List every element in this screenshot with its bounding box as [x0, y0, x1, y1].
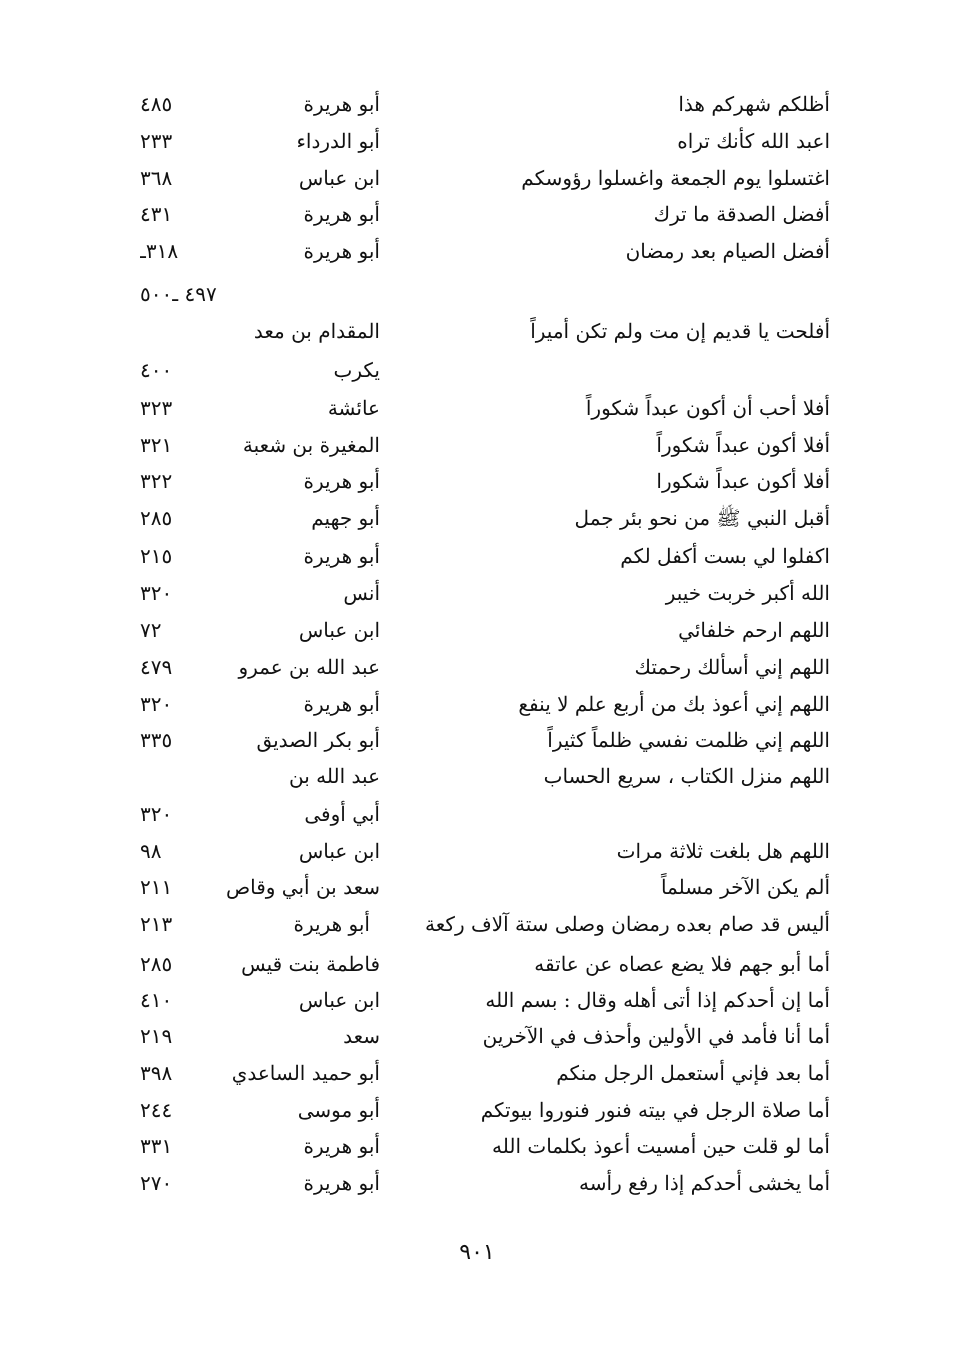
index-row: [140, 796, 830, 832]
hadith-text: اللهم منزل الكتاب ، سريع الحساب: [543, 764, 830, 788]
page-ref-value: ٤٧٩: [140, 655, 173, 679]
hadith-text: أظلكم شهركم هذا: [678, 92, 830, 116]
hadith-text: أليس قد صام بعده رمضان وصلى ستة آلاف ركعة: [425, 912, 830, 936]
hadith-text: اللهم إني أعوذ بك من أربع علم لا ينفع: [518, 692, 830, 716]
page-ref-value: ٣١٨ـ: [140, 239, 179, 263]
page-ref: [140, 276, 260, 312]
page-ref-value: ٣٢٠: [140, 581, 173, 605]
narrator: فاطمة بنت قيس: [241, 952, 380, 976]
index-row: [140, 1165, 830, 1201]
page-ref: [140, 982, 230, 1018]
index-row: [140, 982, 830, 1018]
hadith-text: الله أكبر خربت خيبر: [665, 581, 830, 605]
hadith-text: اكفلوا لي بست أكفل لكم: [620, 544, 830, 568]
index-row: [140, 575, 830, 611]
hadith-text: اعبد الله كأنك تراه: [677, 129, 830, 153]
hadith-text: اللهم إني أسألك رحمتك: [634, 655, 830, 679]
page-ref: [140, 196, 230, 232]
page-ref: [140, 463, 230, 499]
page-ref: [140, 869, 230, 905]
hadith-text: أفلا أكون عبداً شكوراً: [656, 433, 830, 457]
narrator: سعد: [343, 1024, 380, 1048]
hadith-text: أما صلاة الرجل في بيته فنور فنوروا بيوتكم: [480, 1098, 830, 1122]
narrator: عائشة: [327, 396, 380, 420]
page-ref: [140, 1018, 230, 1054]
narrator: المقدام بن معد: [253, 319, 380, 343]
index-row: [140, 1128, 830, 1164]
index-row: [140, 500, 830, 536]
page-ref-value: ٣٦٨: [140, 166, 173, 190]
hadith-text: اللهم ارحم خلفائي: [678, 618, 830, 642]
page-ref: [140, 390, 230, 426]
narrator: عبد الله بن: [289, 764, 380, 788]
page-ref: [140, 1128, 230, 1164]
hadith-text: اللهم هل بلغت ثلاثة مرات: [616, 839, 830, 863]
page-ref: [140, 86, 230, 122]
narrator: أبو هريرة: [293, 912, 370, 936]
page-number: ٩٠١: [459, 1240, 495, 1265]
index-row: [140, 233, 830, 269]
index-row: [140, 463, 830, 499]
hadith-text: اغتسلوا يوم الجمعة واغسلوا رؤوسكم: [521, 166, 830, 190]
page-ref-value: ٢١٥: [140, 544, 173, 568]
hadith-text: اللهم إني ظلمت نفسي ظلماً كثيراً: [547, 728, 830, 752]
narrator: ابن عباس: [298, 166, 380, 190]
hadith-text: أما أنا فأمد في الأولين وأحذف في الآخرين: [482, 1024, 830, 1048]
narrator: أبو موسى: [297, 1098, 380, 1122]
index-row: [140, 722, 830, 758]
page-ref-value: ٤٠٠: [140, 358, 173, 382]
page-ref: [140, 575, 230, 611]
page-ref-value: ٧٢: [140, 618, 162, 642]
index-row: [140, 276, 830, 312]
index-row: [140, 390, 830, 426]
page-ref: [140, 686, 230, 722]
index-row: [140, 1018, 830, 1054]
narrator: أبو بكر الصديق: [256, 728, 380, 752]
page-ref: [140, 123, 230, 159]
page-ref: [140, 612, 230, 648]
page-ref: [140, 758, 230, 794]
page-ref-value: ٣٩٨: [140, 1061, 173, 1085]
index-row: [140, 758, 830, 794]
page-ref-value: ٢١٣: [140, 912, 173, 936]
narrator: أبو هريرة: [303, 202, 380, 226]
page-ref: [140, 1055, 230, 1091]
page-ref: [140, 233, 230, 269]
index-row: [140, 196, 830, 232]
page-ref-value: ٢١٩: [140, 1024, 173, 1048]
page-ref: [140, 946, 230, 982]
page-ref-value: ٣٣١: [140, 1134, 173, 1158]
index-row: [140, 352, 830, 388]
page-ref: [140, 722, 230, 758]
narrator: ابن عباس: [298, 988, 380, 1012]
hadith-text: أما يخشى أحدكم إذا رفع رأسه: [579, 1171, 830, 1195]
page-ref-value: ٤١٠: [140, 988, 173, 1012]
narrator: أبو الدرداء: [296, 129, 380, 153]
narrator: أبو جهيم: [311, 506, 380, 530]
index-row: [140, 427, 830, 463]
page-ref-value: ٣٢٢: [140, 469, 173, 493]
hadith-text: أقبل النبي ﷺ من نحو بئر جمل: [574, 506, 830, 530]
page-ref-value: ٢١١: [140, 875, 173, 899]
page-ref-value: ٤٩٧ ـ٥٠٠: [140, 282, 217, 306]
narrator: يكرب: [333, 358, 380, 382]
hadith-text: أما أبو جهم فلا يضع عصاه عن عاتقه: [534, 952, 830, 976]
narrator: أبو حميد الساعدي: [231, 1061, 380, 1085]
page-ref-value: ٣٢١: [140, 433, 173, 457]
page-ref-value: ٢٧٠: [140, 1171, 173, 1195]
index-row: [140, 1055, 830, 1091]
page-ref-value: ٣٣٥: [140, 728, 173, 752]
page-ref: [140, 500, 230, 536]
index-row: [140, 313, 830, 349]
index-row: [140, 86, 830, 122]
page-ref: [140, 1092, 230, 1128]
page-ref: [140, 796, 230, 832]
page-ref: [140, 649, 230, 685]
narrator: أبو هريرة: [303, 1134, 380, 1158]
narrator: أبو هريرة: [303, 1171, 380, 1195]
index-row: [140, 612, 830, 648]
index-row: [140, 1092, 830, 1128]
hadith-text: أفضل الصدقة ما ترك: [653, 202, 830, 226]
index-row: [140, 906, 830, 942]
page-ref-value: ٢٨٥: [140, 506, 173, 530]
page-ref-value: ٢٨٥: [140, 952, 173, 976]
page-ref: [140, 1165, 230, 1201]
page-ref-value: ٣٢٠: [140, 802, 173, 826]
hadith-text: أما بعد فإني أستعمل الرجل منكم: [556, 1061, 830, 1085]
narrator: أبو هريرة: [303, 692, 380, 716]
narrator: أبي أوفى: [304, 802, 380, 826]
hadith-text: أفلا أكون عبداً شكورا: [656, 469, 830, 493]
page-ref-value: ٢٣٣: [140, 129, 173, 153]
narrator: المغيرة بن شعبة: [242, 433, 380, 457]
page-ref: [140, 160, 230, 196]
page-ref-value: ٤٣١: [140, 202, 173, 226]
hadith-text: أفلحت يا قديم إن مت ولم تكن أميراً: [530, 319, 830, 343]
index-row: [140, 946, 830, 982]
index-row: [140, 649, 830, 685]
narrator: أنس: [343, 581, 380, 605]
page-ref-value: ٩٨: [140, 839, 162, 863]
page-ref: [140, 352, 230, 388]
index-row: [140, 833, 830, 869]
index-row: [140, 160, 830, 196]
page-ref-value: ٢٤٤: [140, 1098, 173, 1122]
narrator: ابن عباس: [298, 618, 380, 642]
page-ref: [140, 538, 230, 574]
index-row: [140, 869, 830, 905]
index-row: [140, 538, 830, 574]
page-ref-value: ٣٢٠: [140, 692, 173, 716]
narrator: أبو هريرة: [303, 239, 380, 263]
narrator: ابن عباس: [298, 839, 380, 863]
hadith-text: أما إن أحدكم إذا أتى أهله وقال : بسم الله: [485, 988, 830, 1012]
page-ref-value: ٣٢٣: [140, 396, 173, 420]
hadith-text: أفلا أحب أن أكون عبداً شكوراً: [585, 396, 830, 420]
narrator: أبو هريرة: [303, 544, 380, 568]
index-row: [140, 123, 830, 159]
narrator: سعد بن أبي وقاص: [225, 875, 380, 899]
hadith-text: أما لو قلت حين أمسيت أعوذ بكلمات الله: [492, 1134, 830, 1158]
index-row: [140, 686, 830, 722]
page-ref: [140, 833, 230, 869]
page-ref: [140, 427, 230, 463]
hadith-text: ألم يكن الآخر مسلماً: [660, 875, 830, 899]
narrator: عبد الله بن عمرو: [238, 655, 380, 679]
narrator: أبو هريرة: [303, 469, 380, 493]
hadith-text: أفضل الصيام بعد رمضان: [625, 239, 830, 263]
page-ref: [140, 906, 230, 942]
page-ref-value: ٤٨٥: [140, 92, 173, 116]
page-ref: [140, 313, 230, 349]
narrator: أبو هريرة: [303, 92, 380, 116]
